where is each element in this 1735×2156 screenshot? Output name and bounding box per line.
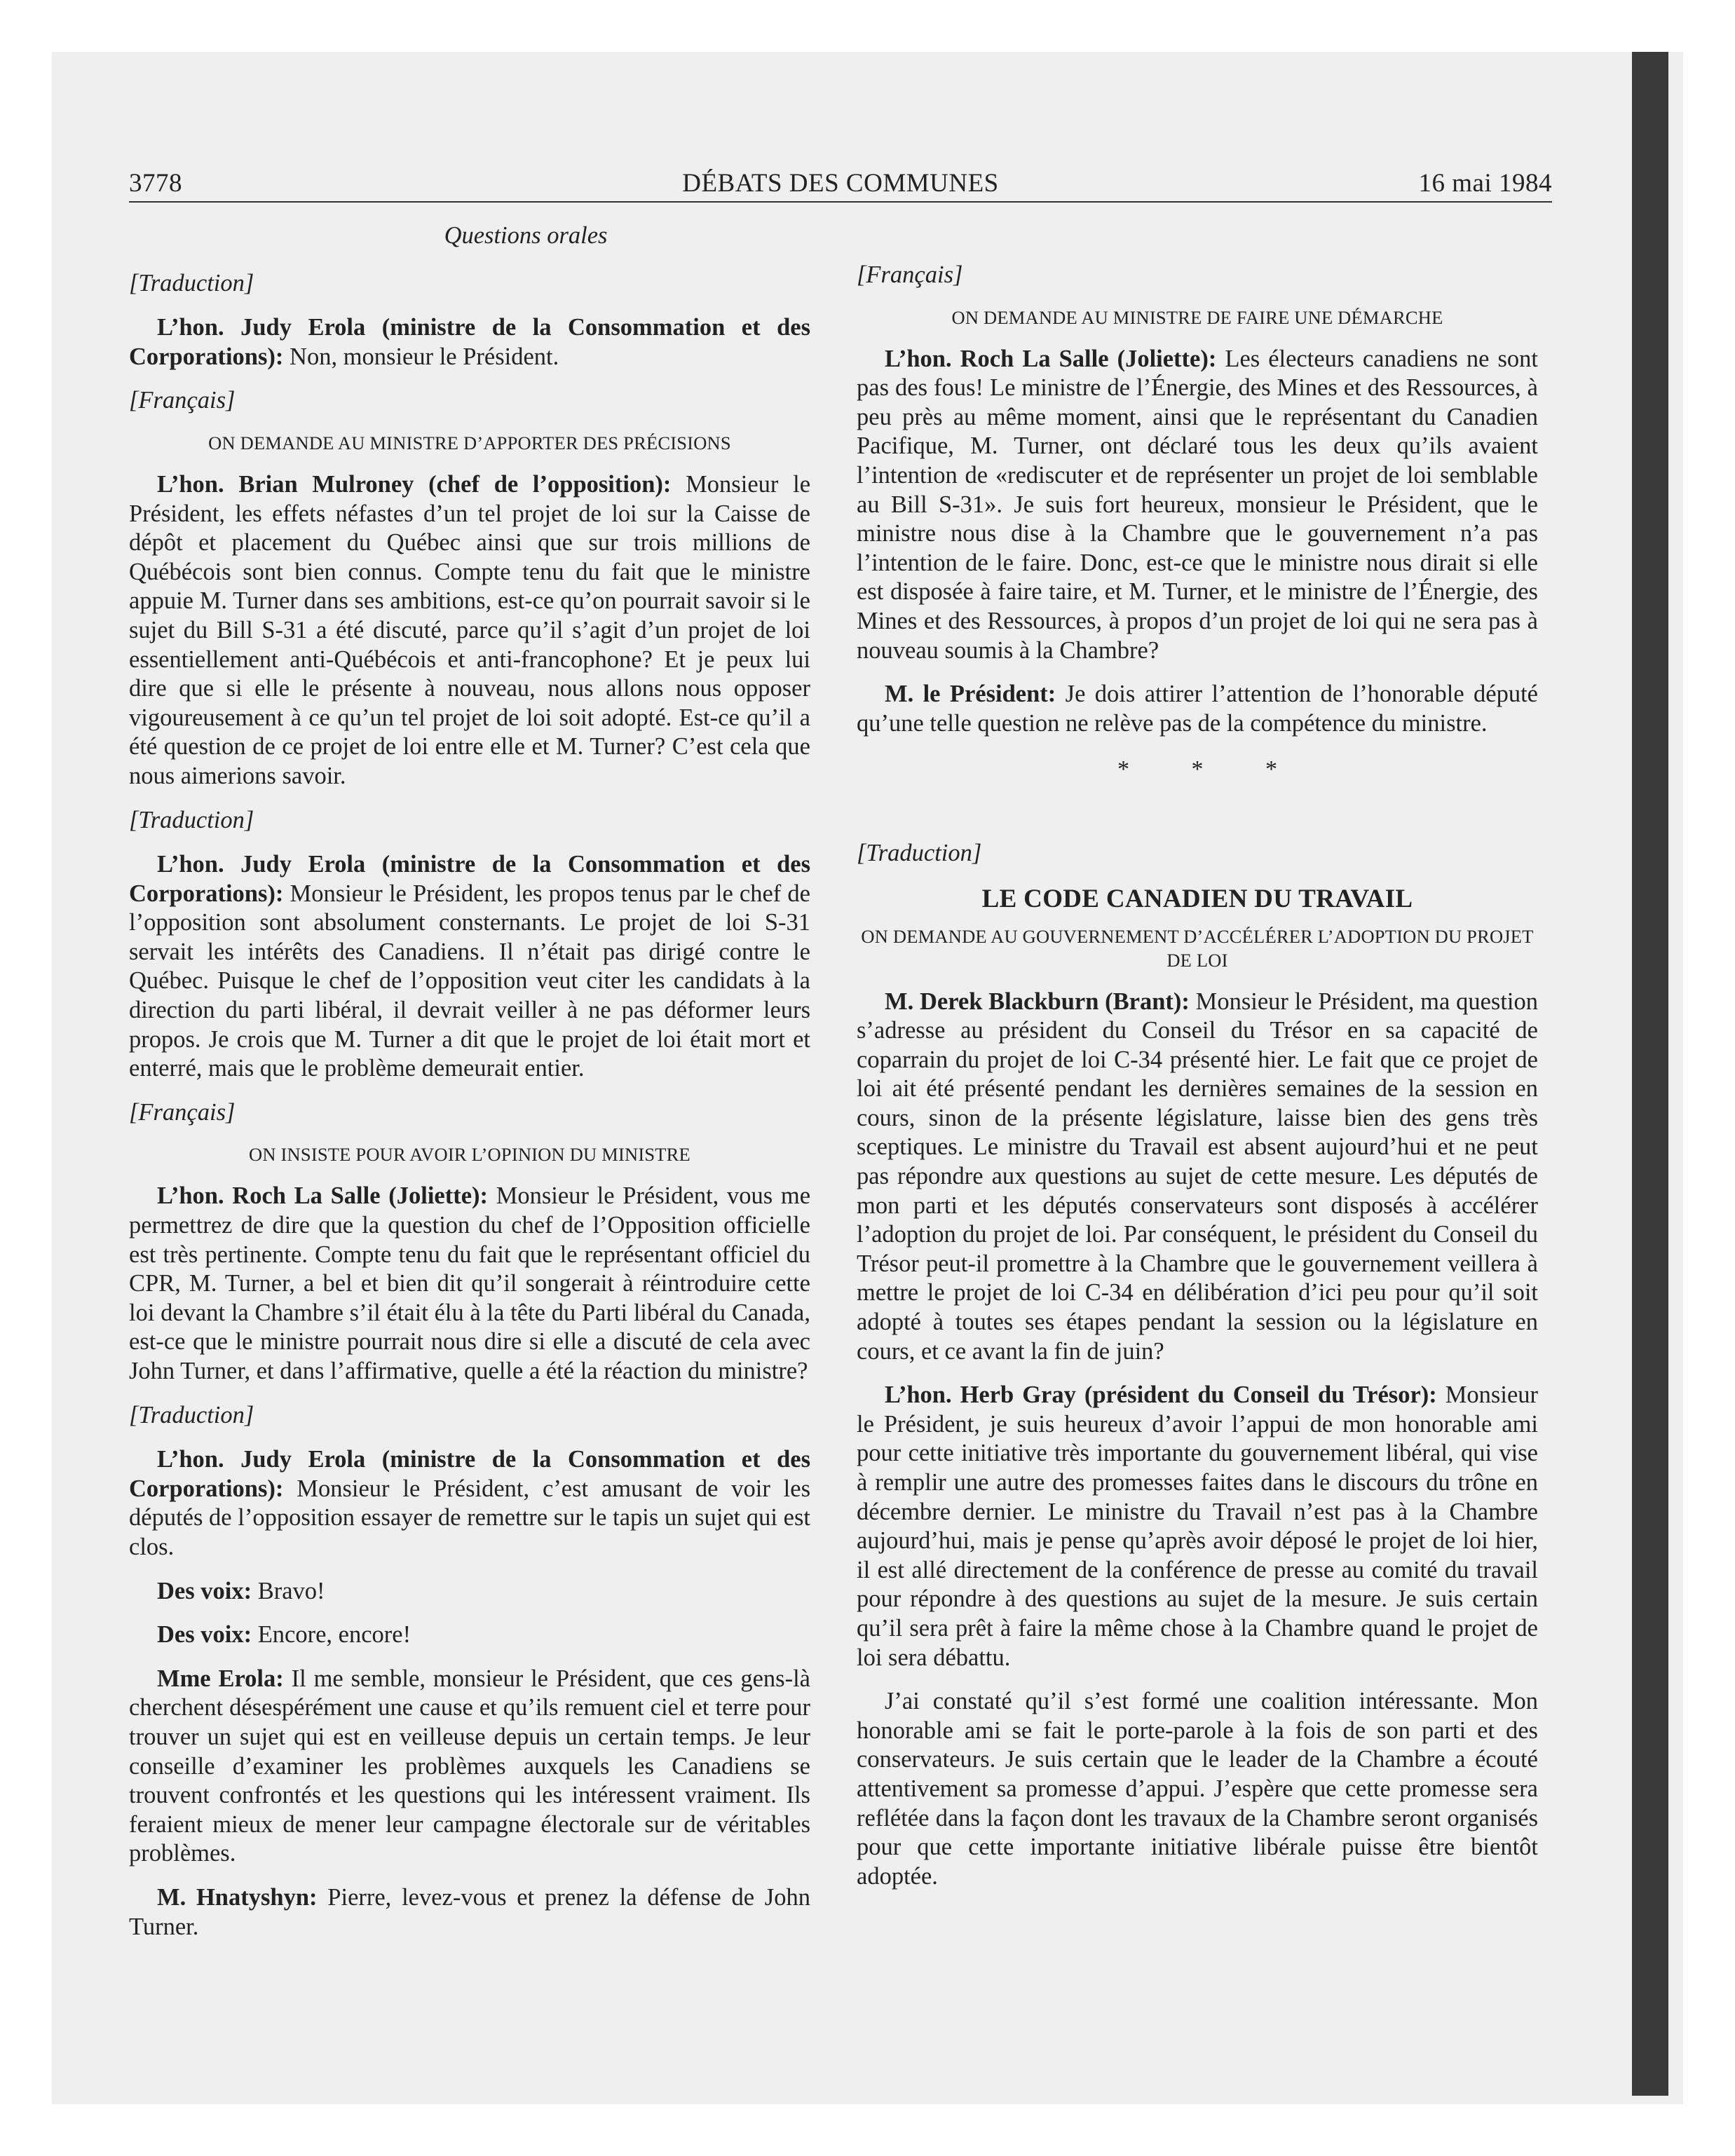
speech-paragraph [129,470,810,791]
header-rule [129,201,1552,203]
speech-text: Monsieur le Président, les propos tenus par le chef de l’opposition sont absolument consternants. Le projet de loi S-31 servait les intérêts des Canadiens. Il n’était pas dirigé contre le Québec. Puisque le chef de l’opposition veut citer les candidats à la direction du parti libéral, il devrait veiller à ne pas déformer leurs propos. Je crois que M. Turner a dit que le projet de loi était mort et enterré, mais que le problème demeurait entier. [129,880,810,1082]
section-heading: ON DEMANDE AU MINISTRE D’APPORTER DES PRÉCISIONS [208,432,731,453]
speech-paragraph [129,313,810,371]
speaker-name: M. Hnatyshyn: [157,1883,318,1911]
right-column [857,261,1538,1906]
speech-paragraph [129,1182,810,1386]
speech-text: Il me semble, monsieur le Président, que ces gens-là cherchent désespérément une cause et qu’ils remuent ciel et terre pour trouver un sujet qui est en veilleuse depuis un certain temps. Je leur conseille d’examiner les problèmes auxquels les Canadiens se trouvent confrontés et les questions qui les intéressent vraiment. Ils feraient mieux de mener leur campagne électorale sur de véritables problèmes. [129,1665,810,1867]
speech-paragraph [129,1621,810,1650]
speech-text: Monsieur le Président, c’est amusant de voir les députés de l’opposition essayer de remettre sur le tapis un sujet qui est clos. [129,1475,810,1560]
speaker-name: M. le Président: [885,681,1056,708]
publication-date: 16 mai 1984 [1418,169,1552,198]
speech-paragraph [857,680,1538,738]
language-tag: [Français] [857,261,963,288]
speech-text: Les électeurs canadiens ne sont pas des fous! Le ministre de l’Énergie, des Mines et des Ressources, à peu près au même moment, ainsi que le représentant du Canadien Pacifique, M. Turner, ont déclaré tous les deux qu’ils avaient l’intention de «rediscuter et de représenter un projet de loi semblable au Bill S-31». Je suis fort heureux, monsieur le Président, que le ministre nous dise à la Chambre que le gouvernement n’a pas l’intention de le faire. Donc, est-ce que le ministre nous dirait si elle est disposée à faire taire, et M. Turner, et le ministre de l’Énergie, des Mines et des Ressources, à propos d’un projet de loi qui ne sera pas à nouveau soumis à la Chambre? [857,345,1538,664]
speech-paragraph [857,988,1538,1367]
speech-text: Monsieur le Président, vous me permettrez de dire que la question du chef de l’Opposition officielle est très pertinente. Compte tenu du fait que le représentant officiel du CPR, M. Turner, a bel et bien dit qu’il songerait à réintroduire cette loi devant la Chambre s’il était élu à la tête du Parti libéral du Canada, est-ce que le ministre pourrait nous dire si elle a discuté de cela avec John Turner, et dans l’affirmative, quelle a été la réaction du ministre? [129,1182,811,1384]
section-subheader: Questions orales [444,222,608,249]
speech-paragraph [129,1445,810,1562]
speaker-name: L’hon. Judy Erola (ministre de la Consommation et des Corporations): [129,851,810,907]
section-title: LE CODE CANADIEN DU TRAVAIL [981,884,1413,913]
speech-text: Pierre, levez-vous et prenez la défense de John Turner. [129,1883,810,1940]
speaker-name: L’hon. Roch La Salle (Joliette): [157,1182,488,1210]
speech-paragraph [129,1665,810,1869]
speaker-name: Mme Erola: [157,1665,284,1692]
section-heading: ON DEMANDE AU GOUVERNEMENT D’ACCÉLÉRER L’ADOPTION DU PROJET DE LOI [861,925,1534,971]
language-tag: [Traduction] [129,1401,254,1428]
speaker-name: Des voix: [157,1621,252,1649]
speech-paragraph [129,1577,810,1606]
speech-text: Je dois attirer l’attention de l’honorable député qu’une telle question ne relève pas de la compétence du ministre. [857,681,1538,737]
speech-paragraph [857,1381,1538,1672]
publication-title: DÉBATS DES COMMUNES [682,169,999,198]
language-tag: [Traduction] [129,806,254,833]
language-tag: [Français] [129,387,236,414]
scan-edge-bar [1632,52,1668,2096]
section-heading: ON INSISTE POUR AVOIR L’OPINION DU MINISTRE [249,1144,690,1166]
speech-paragraph [129,850,810,1084]
language-tag: [Français] [129,1098,236,1126]
language-tag: [Traduction] [129,269,254,296]
speech-text: Non, monsieur le Président. [283,343,559,370]
speech-paragraph: J’ai constaté qu’il s’est formé une coalition intéressante. Mon honorable ami se fait le porte-parole à la fois de son parti et des conservateurs. Je suis certain que le leader de la Chambre a écouté attentivement sa promesse d’appui. J’espère que cette promesse sera reflétée dans la façon dont les travaux de la Chambre seront organisés pour que cette importante initiative libérale puisse être bientôt adoptée. [857,1688,1538,1890]
speaker-name: M. Derek Blackburn (Brant): [885,988,1190,1015]
speaker-name: L’hon. Roch La Salle (Joliette): [885,345,1217,372]
left-column [129,221,810,1956]
speaker-name: Des voix: [157,1577,252,1604]
speech-text: Bravo! [252,1577,325,1604]
section-heading: ON DEMANDE AU MINISTRE DE FAIRE UNE DÉMARCHE [951,306,1443,328]
speaker-name: L’hon. Brian Mulroney (chef de l’opposition): [157,470,672,498]
page-number: 3778 [129,169,182,198]
speech-text: Encore, encore! [252,1621,411,1649]
speaker-name: L’hon. Judy Erola (ministre de la Consommation et des Corporations): [129,1446,810,1502]
language-tag: [Traduction] [857,839,982,866]
speech-text: Monsieur le Président, ma question s’adresse au président du Conseil du Trésor en sa capacité de coparrain du projet de loi C-34 présenté hier. Le fait que ce projet de loi ait été présenté pendant les dernières semaines de la session en cours, sinon de la présente législature, laisse bien des gens très sceptiques. Le ministre du Travail est absent aujourd’hui et ne peut pas répondre aux questions au sujet de cette mesure. Les députés de mon parti et les députés conservateurs sont disposés à accélérer l’adoption du projet de loi. Par conséquent, le président du Conseil du Trésor peut-il promettre à la Chambre que le gouvernement veillera à mettre le projet de loi C-34 en délibération d’ici peu pour qu’il soit adopté à toutes ses étapes pendant la session ou la législature en cours, et ce avant la fin de juin? [857,988,1539,1365]
speech-text: Monsieur le Président, je suis heureux d’avoir l’appui de mon honorable ami pour cette initiative très importante du gouvernement libéral, qui vise à remplir une autre des promesses faites dans le discours du trône en décembre dernier. Le ministre du Travail n’est pas à la Chambre aujourd’hui, mais je pense qu’après avoir déposé le projet de loi hier, il est allé directement de la conférence de presse au comité du travail pour répondre à des questions au sujet de la mesure. Je suis certain qu’il sera prêt à faire la même chose à la Chambre quand le projet de loi sera débattu. [857,1381,1538,1671]
speaker-name: L’hon. Judy Erola (ministre de la Consommation et des Corporations): [129,314,810,370]
section-separator: * * * [1117,756,1305,783]
speech-paragraph [857,345,1538,666]
speaker-name: L’hon. Herb Gray (président du Conseil du Trésor): [885,1381,1437,1409]
speech-text: Monsieur le Président, les effets néfastes d’un tel projet de loi sur la Caisse de dépôt et placement du Québec ainsi que sur trois millions de Québécois sont bien connus. Compte tenu du fait que le ministre appuie M. Turner dans ses ambitions, est-ce qu’on pourrait savoir si le sujet du Bill S-31 a été discuté, parce qu’il s’agit d’un projet de loi essentiellement anti-Québécois et anti-francophone? Et je peux lui dire que si elle le présente à nouveau, nous allons nous opposer vigoureusement à ce qu’un tel projet de loi soit adopté. Est-ce qu’il a été question de ce projet de loi entre elle et M. Turner? C’est cela que nous aimerions savoir. [129,470,811,789]
speech-paragraph [129,1883,810,1942]
